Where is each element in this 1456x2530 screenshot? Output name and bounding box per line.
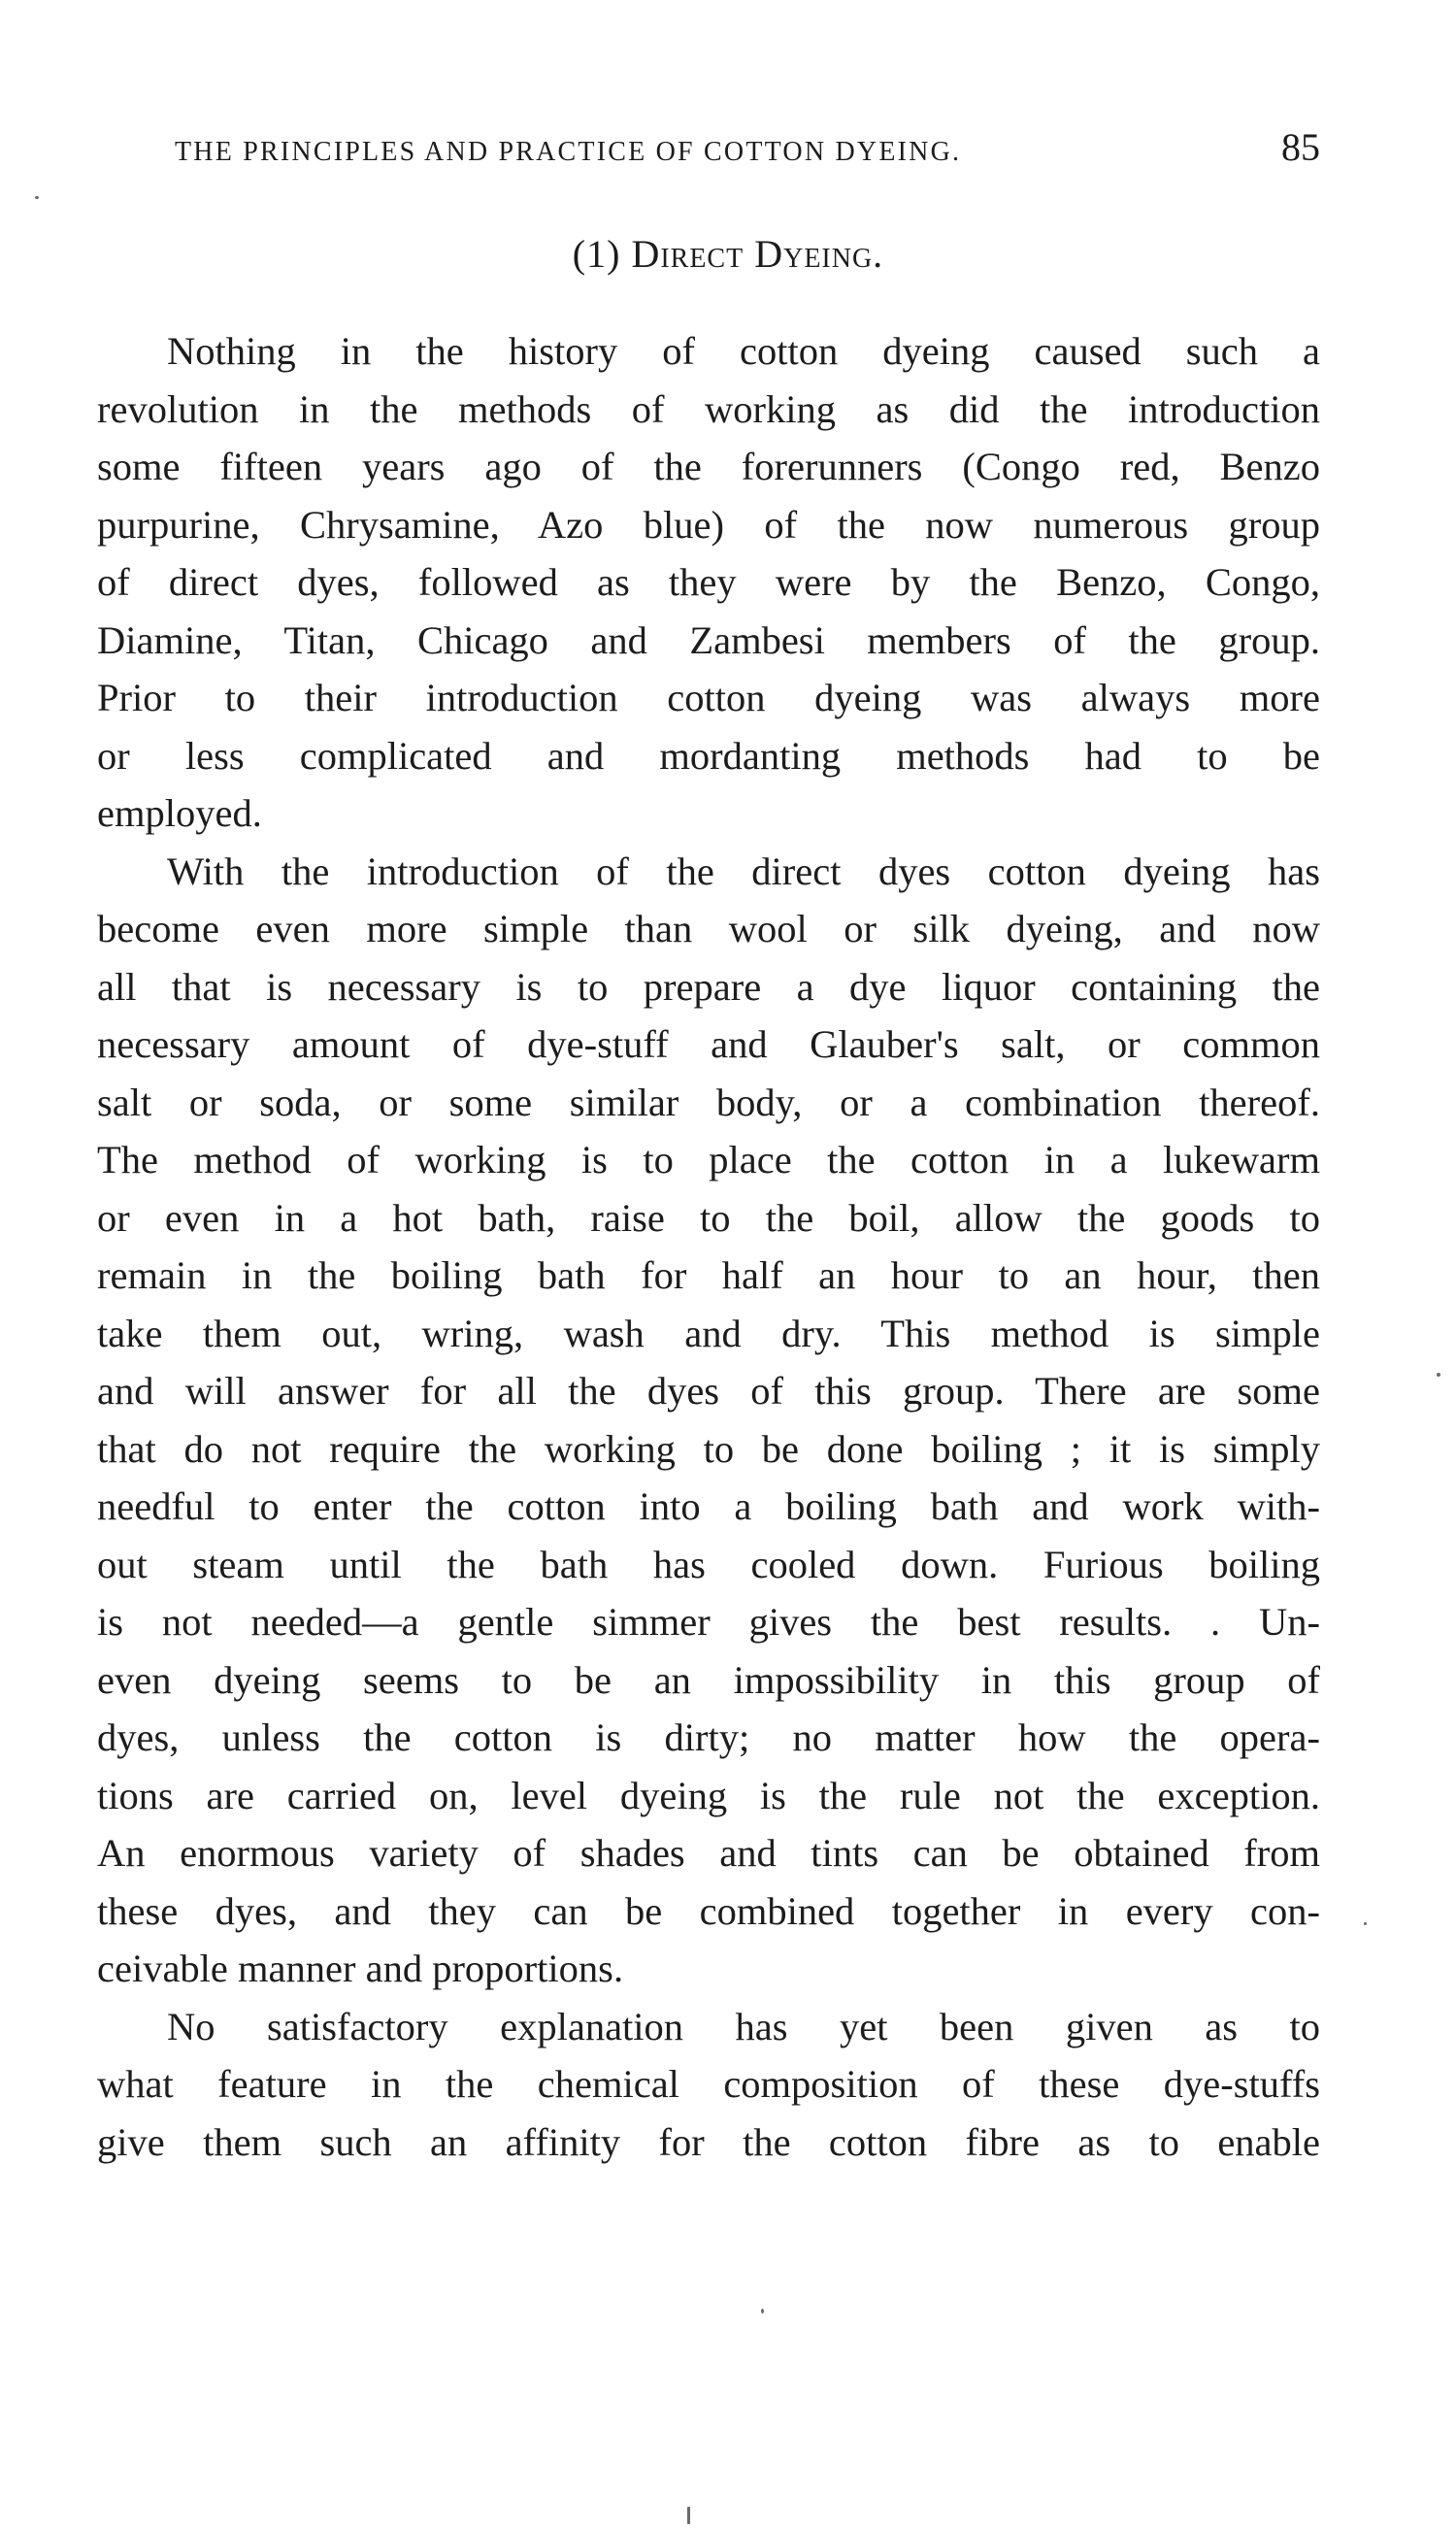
text-line: With the introduction of the direct dyes cotton dyeing has xyxy=(167,849,1320,893)
paragraph xyxy=(97,843,1320,1998)
text-line: become even more simple than wool or silk dyeing, and now xyxy=(97,907,1320,950)
text-line: ceivable manner and proportions. xyxy=(97,1947,624,1990)
text-line: No satisfactory explanation has yet been given as to xyxy=(167,2004,1320,2048)
scan-speck xyxy=(35,196,39,199)
text-line: give them such an affinity for the cotton fibre as to enable xyxy=(97,2119,1320,2164)
text-line: or less complicated and mordanting methods had to be xyxy=(97,733,1320,778)
text-line: and will answer for all the dyes of this group. There are some xyxy=(97,1369,1320,1413)
text-line: is not needed—a gentle simmer gives the best results. . Un- xyxy=(97,1600,1320,1644)
text-line: Prior to their introduction cotton dyeing was always more xyxy=(97,676,1320,719)
text-line: what feature in the chemical composition of these dye-stuffs xyxy=(97,2062,1320,2106)
text-line: Nothing in the history of cotton dyeing caused such a xyxy=(167,329,1320,373)
text-line: dyes, unless the cotton is dirty; no matter how the opera- xyxy=(97,1715,1320,1759)
text-line: purpurine, Chrysamine, Azo blue) of the now numerous group xyxy=(97,502,1320,547)
text-line: employed. xyxy=(97,791,262,835)
scan-speck xyxy=(687,2507,690,2524)
text-line: remain in the boiling bath for half an hour to an hour, then xyxy=(97,1253,1320,1297)
text-line: The method of working is to place the cotton in a lukewarm xyxy=(97,1138,1320,1182)
running-head xyxy=(175,124,1320,183)
text-line: take them out, wring, wash and dry. This method is simple xyxy=(97,1311,1320,1355)
running-title: THE PRINCIPLES AND PRACTICE OF COTTON DYEING. xyxy=(175,137,962,167)
text-line: even dyeing seems to be an impossibility in this group of xyxy=(97,1657,1320,1702)
body-text xyxy=(97,322,1320,2171)
text-line: tions are carried on, level dyeing is the rule not the exception. xyxy=(97,1773,1320,1817)
scan-speck xyxy=(1437,1373,1440,1377)
section-heading: (1) Direct Dyeing. xyxy=(572,232,884,276)
paragraph xyxy=(97,1998,1320,2172)
text-line: salt or soda, or some similar body, or a combination thereof. xyxy=(97,1080,1320,1124)
text-line: these dyes, and they can be combined together in every con- xyxy=(97,1888,1320,1933)
text-line: or even in a hot bath, raise to the boil, allow the goods to xyxy=(97,1195,1320,1240)
text-line: necessary amount of dye-stuff and Glauber's salt, or common xyxy=(97,1022,1320,1066)
text-line: An enormous variety of shades and tints can be obtained from xyxy=(97,1831,1320,1875)
scan-speck xyxy=(1364,1922,1367,1925)
text-line: all that is necessary is to prepare a dye liquor containing the xyxy=(97,964,1320,1009)
page-number: 85 xyxy=(1281,125,1320,169)
text-line: some fifteen years ago of the forerunners (Congo red, Benzo xyxy=(97,445,1320,488)
text-line: Diamine, Titan, Chicago and Zambesi members of the group. xyxy=(97,617,1320,662)
text-line: needful to enter the cotton into a boiling bath and work with- xyxy=(97,1484,1320,1528)
text-line: of direct dyes, followed as they were by the Benzo, Congo, xyxy=(97,560,1320,604)
text-line: that do not require the working to be done boiling ; it is simply xyxy=(97,1426,1320,1471)
text-line: out steam until the bath has cooled down. Furious boiling xyxy=(97,1542,1320,1586)
paragraph xyxy=(97,322,1320,843)
scan-speck xyxy=(761,2309,764,2314)
text-line: revolution in the methods of working as did the introduction xyxy=(97,386,1320,431)
